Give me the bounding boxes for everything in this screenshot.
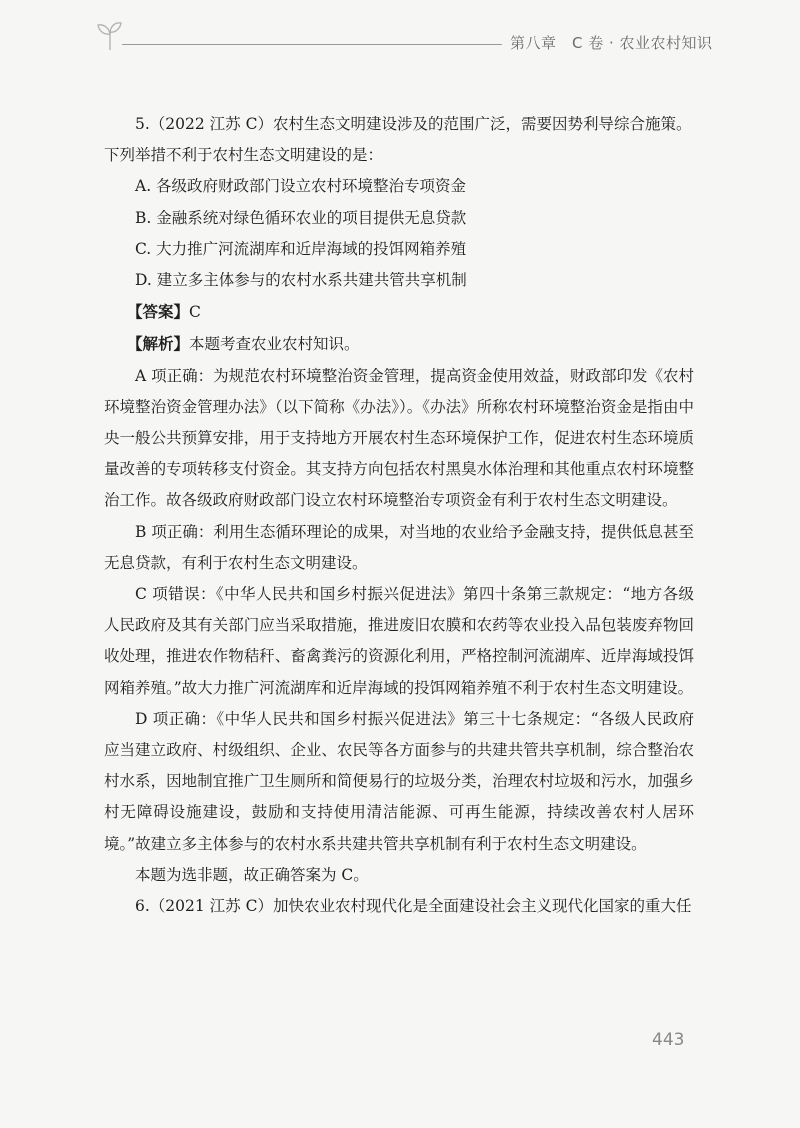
analysis-paragraph-c: C 项错误：《中华人民共和国乡村振兴促进法》第四十条第三款规定：“地方各级人民政府及其有关部门应当采取措施，推进废旧农膜和农药等农业投入品包装废弃物回收处理，推进农作物秸秆、畜禽粪污的资源化利用，严格控制河流湖库、近岸海域投饵网箱养殖。”故大力推广河流湖库和近岸海域的投饵网箱养殖不利于农村生态文明建设。	[104, 585, 694, 697]
analysis-paragraph-b: B 项正确：利用生态循环理论的成果，对当地的农业给予金融支持，提供低息甚至无息贷款，有利于农村生态文明建设。	[104, 522, 694, 572]
option-d: D. 建立多主体参与的农村水系共建共管共享机制	[135, 271, 467, 290]
question-6-stem-line1: 6.（2021 江苏 C）加快农业农村现代化是全面建设社会主义现代化国家的重大任	[135, 897, 692, 916]
option-a: A. 各级政府财政部门设立农村环境整治专项资金	[135, 177, 467, 196]
analysis-conclusion: 本题为选非题，故正确答案为 C。	[135, 865, 369, 884]
analysis-intro: 本题考查农业农村知识。	[189, 335, 360, 354]
page-header	[0, 0, 800, 70]
page-number: 443	[652, 1030, 685, 1050]
analysis-line	[104, 328, 694, 360]
answer-value: C	[189, 303, 201, 322]
header-rule	[122, 44, 502, 45]
answer-label: 【答案】	[127, 302, 190, 322]
page-body	[104, 109, 694, 922]
option-c: C. 大力推广河流湖库和近岸海域的投饵网箱养殖	[135, 239, 467, 258]
sprout-icon	[96, 20, 124, 52]
analysis-paragraph-a: A 项正确：为规范农村环境整治资金管理，提高资金使用效益，财政部印发《农村环境整治资金管理办法》（以下简称《办法》）。《办法》所称农村环境整治资金是指由中央一般公共预算安排，用于支持地方开展农村生态环境保护工作，促进农村生态环境质量改善的专项转移支付资金。其支持方向包括农村黑臭水体治理和其他重点农村环境整治工作。故各级政府财政部门设立农村环境整治专项资金有利于农村生态文明建设。	[104, 366, 694, 510]
option-b: B. 金融系统对绿色循环农业的项目提供无息贷款	[135, 208, 467, 227]
question-5-stem-line2: 下列举措不利于农村生态文明建设的是：	[104, 146, 384, 165]
question-5-stem-line1: 5.（2022 江苏 C）农村生态文明建设涉及的范围广泛，需要因势利导综合施策。	[135, 115, 692, 133]
analysis-label: 【解析】	[127, 334, 190, 354]
analysis-paragraph-d: D 项正确：《中华人民共和国乡村振兴促进法》第三十七条规定：“各级人民政府应当建立政府、村级组织、企业、农民等各方面参与的共建共管共享机制，综合整治农村水系，因地制宜推广卫生厕所和简便易行的垃圾分类，治理农村垃圾和污水，加强乡村无障碍设施建设，鼓励和支持使用清洁能源、可再生能源，持续改善农村人居环境。”故建立多主体参与的农村水系共建共管共享机制有利于农村生态文明建设。	[104, 709, 694, 853]
chapter-title: 第八章 C 卷 · 农业农村知识	[510, 34, 713, 52]
answer-line	[104, 296, 694, 328]
